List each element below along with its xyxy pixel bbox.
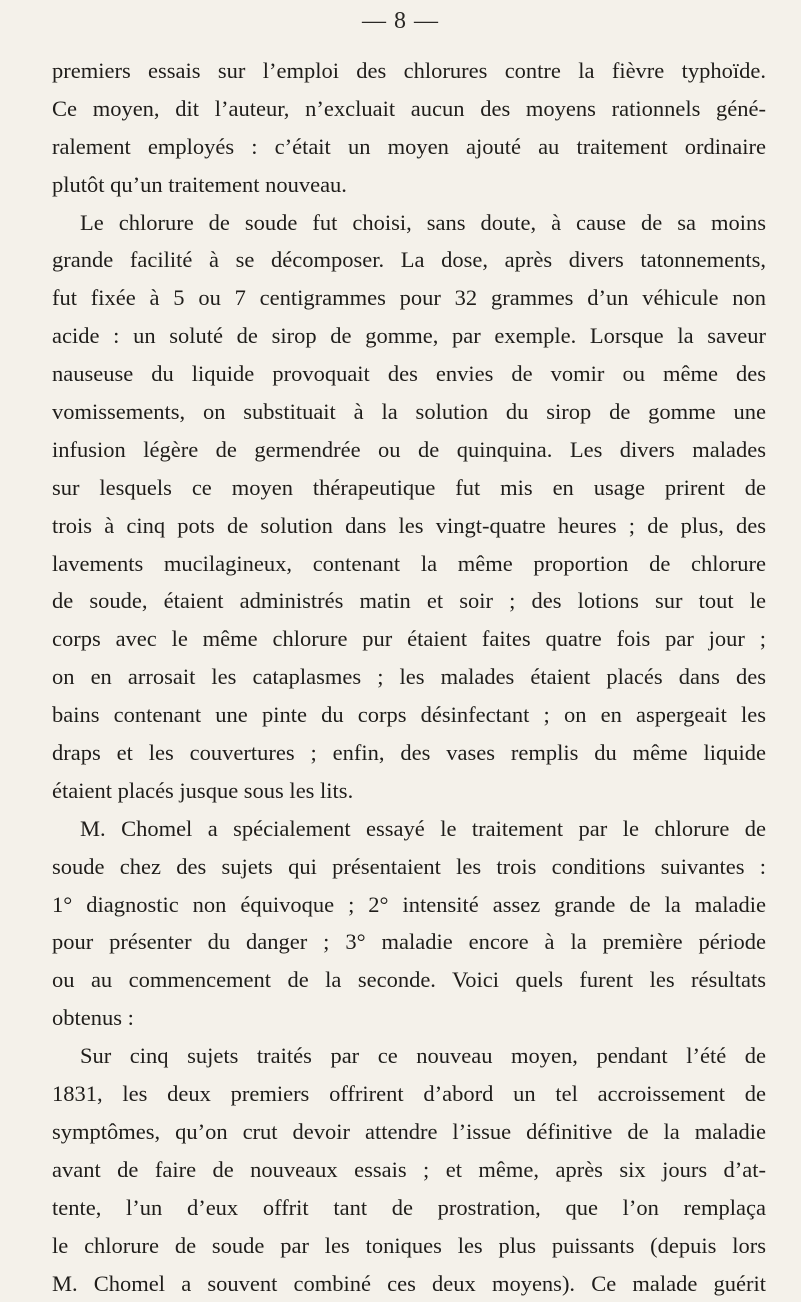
text-line: ralement employés : c’était un moyen ajouté au traitement ordinaire xyxy=(52,128,766,166)
text-line: corps avec le même chlorure pur étaient faites quatre fois par jour ; xyxy=(52,620,766,658)
text-line: vomissements, on substituait à la solution du sirop de gomme une xyxy=(52,393,766,431)
text-line: avant de faire de nouveaux essais ; et même, après six jours d’at- xyxy=(52,1151,766,1189)
text-line: 1831, les deux premiers offrirent d’abord un tel accroissement de xyxy=(52,1075,766,1113)
text-line: pour présenter du danger ; 3° maladie encore à la première période xyxy=(52,923,766,961)
text-line: tente, l’un d’eux offrit tant de prostration, que l’on remplaça xyxy=(52,1189,766,1227)
text-line: infusion légère de germendrée ou de quinquina. Les divers malades xyxy=(52,431,766,469)
text-line: on en arrosait les cataplasmes ; les malades étaient placés dans des xyxy=(52,658,766,696)
text-line: M. Chomel a souvent combiné ces deux moyens). Ce malade guérit xyxy=(52,1265,766,1302)
text-line: ou au commencement de la seconde. Voici quels furent les résultats xyxy=(52,961,766,999)
body-text xyxy=(52,52,766,1302)
paragraph-start-line: Le chlorure de soude fut choisi, sans doute, à cause de sa moins xyxy=(52,204,766,242)
text-line: draps et les couvertures ; enfin, des vases remplis du même liquide xyxy=(52,734,766,772)
text-line: 1° diagnostic non équivoque ; 2° intensité assez grande de la maladie xyxy=(52,886,766,924)
text-line: trois à cinq pots de solution dans les vingt-quatre heures ; de plus, des xyxy=(52,507,766,545)
text-line: nauseuse du liquide provoquait des envies de vomir ou même des xyxy=(52,355,766,393)
paragraph-start-line: M. Chomel a spécialement essayé le traitement par le chlorure de xyxy=(52,810,766,848)
text-line: obtenus : xyxy=(52,999,766,1037)
text-line: plutôt qu’un traitement nouveau. xyxy=(52,166,766,204)
text-line: de soude, étaient administrés matin et soir ; des lotions sur tout le xyxy=(52,582,766,620)
text-line: Ce moyen, dit l’auteur, n’excluait aucun des moyens rationnels géné- xyxy=(52,90,766,128)
text-line: acide : un soluté de sirop de gomme, par exemple. Lorsque la saveur xyxy=(52,317,766,355)
text-line: fut fixée à 5 ou 7 centigrammes pour 32 grammes d’un véhicule non xyxy=(52,279,766,317)
page-number: — 8 — xyxy=(0,8,801,35)
paragraph-start-line: Sur cinq sujets traités par ce nouveau moyen, pendant l’été de xyxy=(52,1037,766,1075)
text-line: soude chez des sujets qui présentaient les trois conditions suivantes : xyxy=(52,848,766,886)
text-line: grande facilité à se décomposer. La dose, après divers tatonnements, xyxy=(52,241,766,279)
text-line: symptômes, qu’on crut devoir attendre l’issue définitive de la maladie xyxy=(52,1113,766,1151)
text-line: sur lesquels ce moyen thérapeutique fut mis en usage prirent de xyxy=(52,469,766,507)
text-line: premiers essais sur l’emploi des chlorures contre la fièvre typhoïde. xyxy=(52,52,766,90)
text-line: étaient placés jusque sous les lits. xyxy=(52,772,766,810)
text-line: lavements mucilagineux, contenant la même proportion de chlorure xyxy=(52,545,766,583)
text-line: le chlorure de soude par les toniques les plus puissants (depuis lors xyxy=(52,1227,766,1265)
text-line: bains contenant une pinte du corps désinfectant ; on en aspergeait les xyxy=(52,696,766,734)
